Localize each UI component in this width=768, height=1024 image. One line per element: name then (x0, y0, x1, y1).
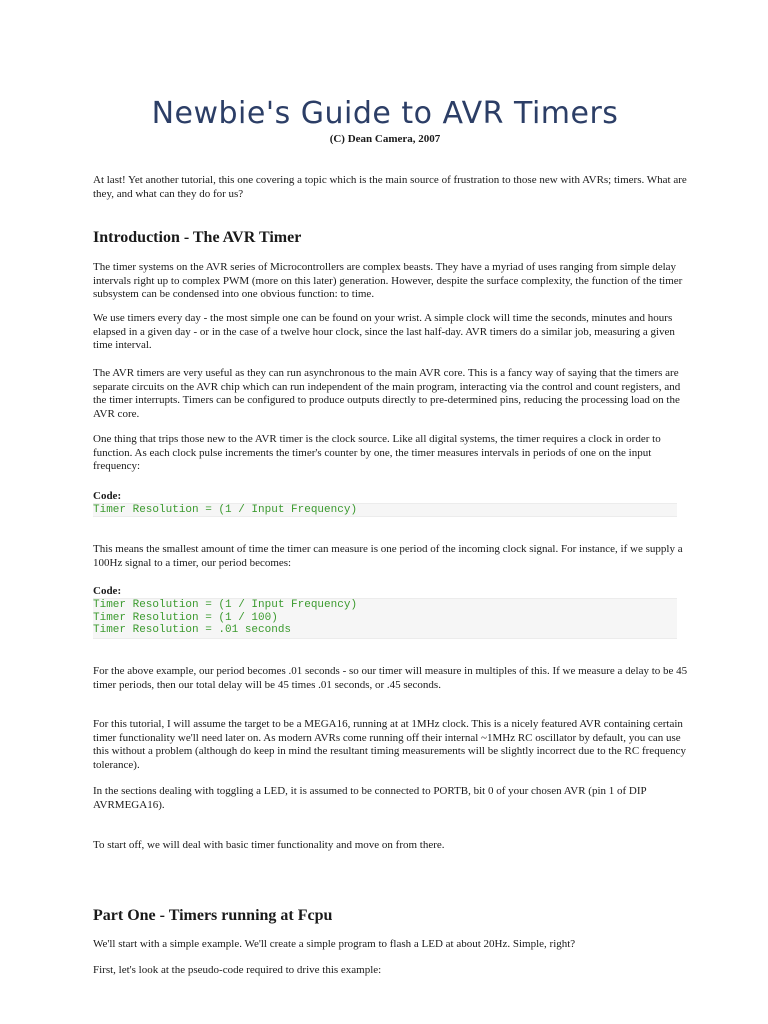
document-title: Newbie's Guide to AVR Timers (151, 96, 619, 131)
code-line: Timer Resolution = .01 seconds (93, 624, 292, 636)
intro-paragraph-1: The timer systems on the AVR series of Microcontrollers are complex beasts. They have a myriad of uses ranging from simple delay intervals right up to complex PWM (more on this later) generation. However, despite the surface complexity, the function of the timer subsystem can be condensed into one obvious function: to time. (93, 261, 683, 301)
code-line: Timer Resolution = (1 / Input Frequency) (93, 599, 358, 611)
code-label-1: Code: (93, 490, 122, 502)
intro-paragraph-6: For the above example, our period becomes .01 seconds - so our timer will measure in multiples of this. If we measure a delay to be 45 timer periods, then our total delay will be 45 times .01 seconds, or .45 seconds. (93, 665, 688, 691)
section-heading-introduction: Introduction - The AVR Timer (93, 229, 302, 246)
code-block-1 (93, 503, 677, 517)
code-line: Timer Resolution = (1 / 100) (93, 611, 278, 624)
intro-paragraph: At last! Yet another tutorial, this one covering a topic which is the main source of frustration to those new with AVRs; timers. What are they, and what can they do for us? (93, 174, 687, 200)
code-line: Timer Resolution = (1 / Input Frequency) (93, 504, 358, 516)
intro-paragraph-2: We use timers every day - the most simple one can be found on your wrist. A simple clock will time the seconds, minutes and hours elapsed in a given day - or in the case of a twelve hour clock, since the last half-day. AVR timers do a similar job, measuring a given time interval. (93, 312, 675, 352)
document-byline: (C) Dean Camera, 2007 (329, 133, 441, 145)
code-label-2: Code: (93, 585, 122, 597)
part-one-paragraph-2: First, let's look at the pseudo-code required to drive this example: (93, 964, 382, 976)
intro-paragraph-9: To start off, we will deal with basic timer functionality and move on from there. (93, 839, 445, 851)
intro-paragraph-8: In the sections dealing with toggling a LED, it is assumed to be connected to PORTB, bit 0 of your chosen AVR (pin 1 of DIP AVRMEGA16). (93, 785, 647, 811)
intro-paragraph-7: For this tutorial, I will assume the target to be a MEGA16, running at at 1MHz clock. This is a nicely featured AVR containing certain timer functionality we'll need later on. As modern AVRs come running off their internal ~1MHz RC oscillator by default, you can use this without a problem (although do keep in mind the resultant timing measurements will be slightly incorrect due to the RC frequency tolerance). (93, 718, 686, 771)
intro-paragraph-5: This means the smallest amount of time the timer can measure is one period of the incoming clock signal. For instance, if we supply a 100Hz signal to a timer, our period becomes: (93, 543, 683, 569)
intro-paragraph-4: One thing that trips those new to the AVR timer is the clock source. Like all digital systems, the timer requires a clock in order to function. As each clock pulse increments the timer's counter by one, the timer measures intervals in periods of one on the input frequency: (93, 433, 661, 473)
section-heading-part-one: Part One - Timers running at Fcpu (93, 907, 333, 924)
intro-paragraph-3: The AVR timers are very useful as they can run asynchronous to the main AVR core. This is a fancy way of saying that the timers are separate circuits on the AVR chip which can run independent of the main program, interacting via the control and count registers, and the timer interrupts. Timers can be configured to produce outputs directly to pre-determined pins, reducing the processing load on the AVR core. (93, 367, 681, 420)
part-one-paragraph-1: We'll start with a simple example. We'll create a simple program to flash a LED at about 20Hz. Simple, right? (93, 938, 576, 950)
code-block-2 (93, 598, 677, 639)
